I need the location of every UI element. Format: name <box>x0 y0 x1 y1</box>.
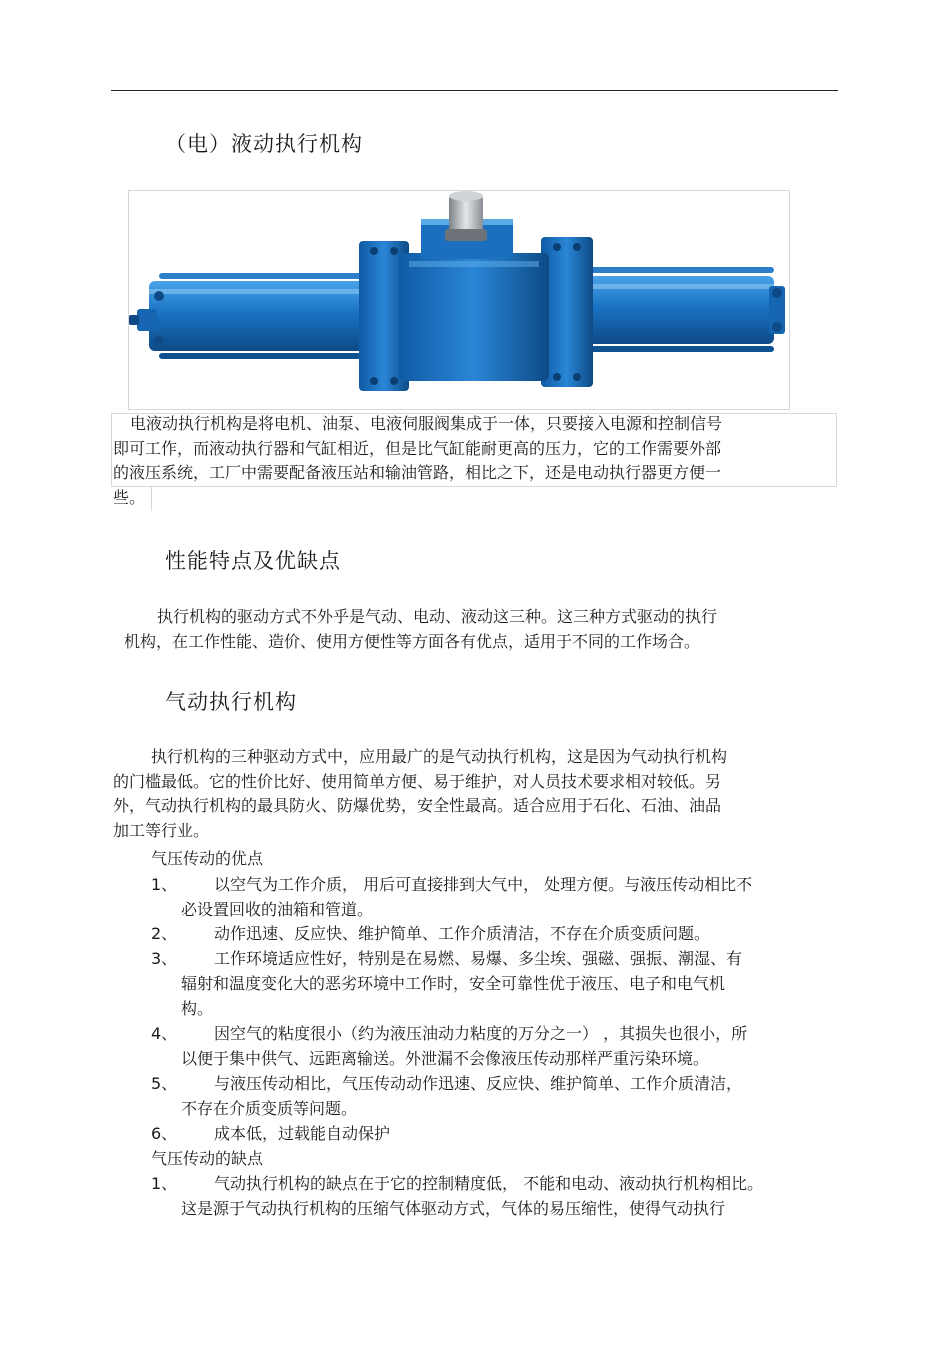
paragraph-line: 机构，在工作性能、造价、使用方便性等方面各有优点，适用于不同的工作场合。 <box>124 631 701 651</box>
disadvantages-title: 气压传动的缺点 <box>151 1149 264 1168</box>
hydraulic-actuator-photo-icon <box>129 191 789 409</box>
section-title-pneumatic: 气动执行机构 <box>165 690 297 714</box>
list-number: 1、 <box>151 875 178 894</box>
list-text: 成本低，过载能自动保护 <box>214 1124 391 1143</box>
list-text: 这是源于气动执行机构的压缩气体驱动方式，气体的易压缩性，使得气动执行 <box>181 1199 726 1218</box>
caption-line: 的液压系统，工厂中需要配备液压站和输油管路，相比之下，还是电动执行器更方便一 <box>113 463 722 483</box>
list-text: 辐射和温度变化大的恶劣环境中工作时，安全可靠性优于液压、电子和电气机 <box>181 974 726 993</box>
list-text: 工作环境适应性好，特别是在易燃、易爆、多尘埃、强磁、强振、潮湿、有 <box>214 949 743 968</box>
list-text: 以便于集中供气、远距离输送。外泄漏不会像液压传动那样严重污染环境。 <box>181 1049 710 1068</box>
list-number: 6、 <box>151 1124 178 1143</box>
paragraph-pneumatic <box>113 745 727 843</box>
list-number: 2、 <box>151 924 178 943</box>
list-text: 动作迅速、反应快、维护简单、工作介质清洁，不存在介质变质问题。 <box>214 924 711 943</box>
advantages-title: 气压传动的优点 <box>151 849 264 868</box>
paragraph-features <box>124 605 717 654</box>
paragraph-line: 执行机构的驱动方式不外乎是气动、电动、液动这三种。这三种方式驱动的执行 <box>157 607 718 626</box>
list-text: 不存在介质变质等问题。 <box>181 1099 358 1118</box>
list-number: 3、 <box>151 949 178 968</box>
figure-frame <box>128 190 790 410</box>
caption-line: 即可工作，而液动执行器和气缸相近，但是比气缸能耐更高的压力，它的工作需要外部 <box>113 438 722 458</box>
list-text: 构。 <box>181 999 214 1018</box>
caption-line: 电液动执行机构是将电机、油泵、电液伺服阀集成于一体，只要接入电源和控制信号 <box>130 414 723 433</box>
paragraph-line: 的门槛最低。它的性价比好、使用简单方便、易于维护，对人员技术要求相对较低。另 <box>113 771 722 791</box>
list-text: 以空气为工作介质， 用后可直接排到大气中， 处理方便。与液压传动相比不 <box>214 875 753 894</box>
list-number: 5、 <box>151 1074 178 1093</box>
paragraph-line: 外，气动执行机构的最具防火、防爆优势，安全性最高。适合应用于石化、石油、油品 <box>113 796 722 816</box>
paragraph-line: 执行机构的三种驱动方式中，应用最广的是气动执行机构，这是因为气动执行机构 <box>151 747 728 766</box>
list-text: 因空气的粘度很小（约为液压油动力粘度的万分之一） ，其损失也很小，所 <box>214 1024 748 1043</box>
list-number: 1、 <box>151 1174 178 1193</box>
list-number: 4、 <box>151 1024 178 1043</box>
caption-line: 些。 <box>113 487 146 507</box>
list-text: 气动执行机构的缺点在于它的控制精度低， 不能和电动、液动执行机构相比。 <box>214 1174 764 1193</box>
list-text: 必设置回收的油箱和管道。 <box>181 900 374 919</box>
section-title-hydraulic: （电）液动执行机构 <box>165 132 363 156</box>
paragraph-line: 加工等行业。 <box>113 820 210 840</box>
caption-text <box>113 412 722 510</box>
list-text: 与液压传动相比，气压传动动作迅速、反应快、维护简单、工作介质清洁， <box>214 1074 743 1093</box>
header-rule <box>111 90 838 91</box>
section-title-features: 性能特点及优缺点 <box>165 549 341 573</box>
